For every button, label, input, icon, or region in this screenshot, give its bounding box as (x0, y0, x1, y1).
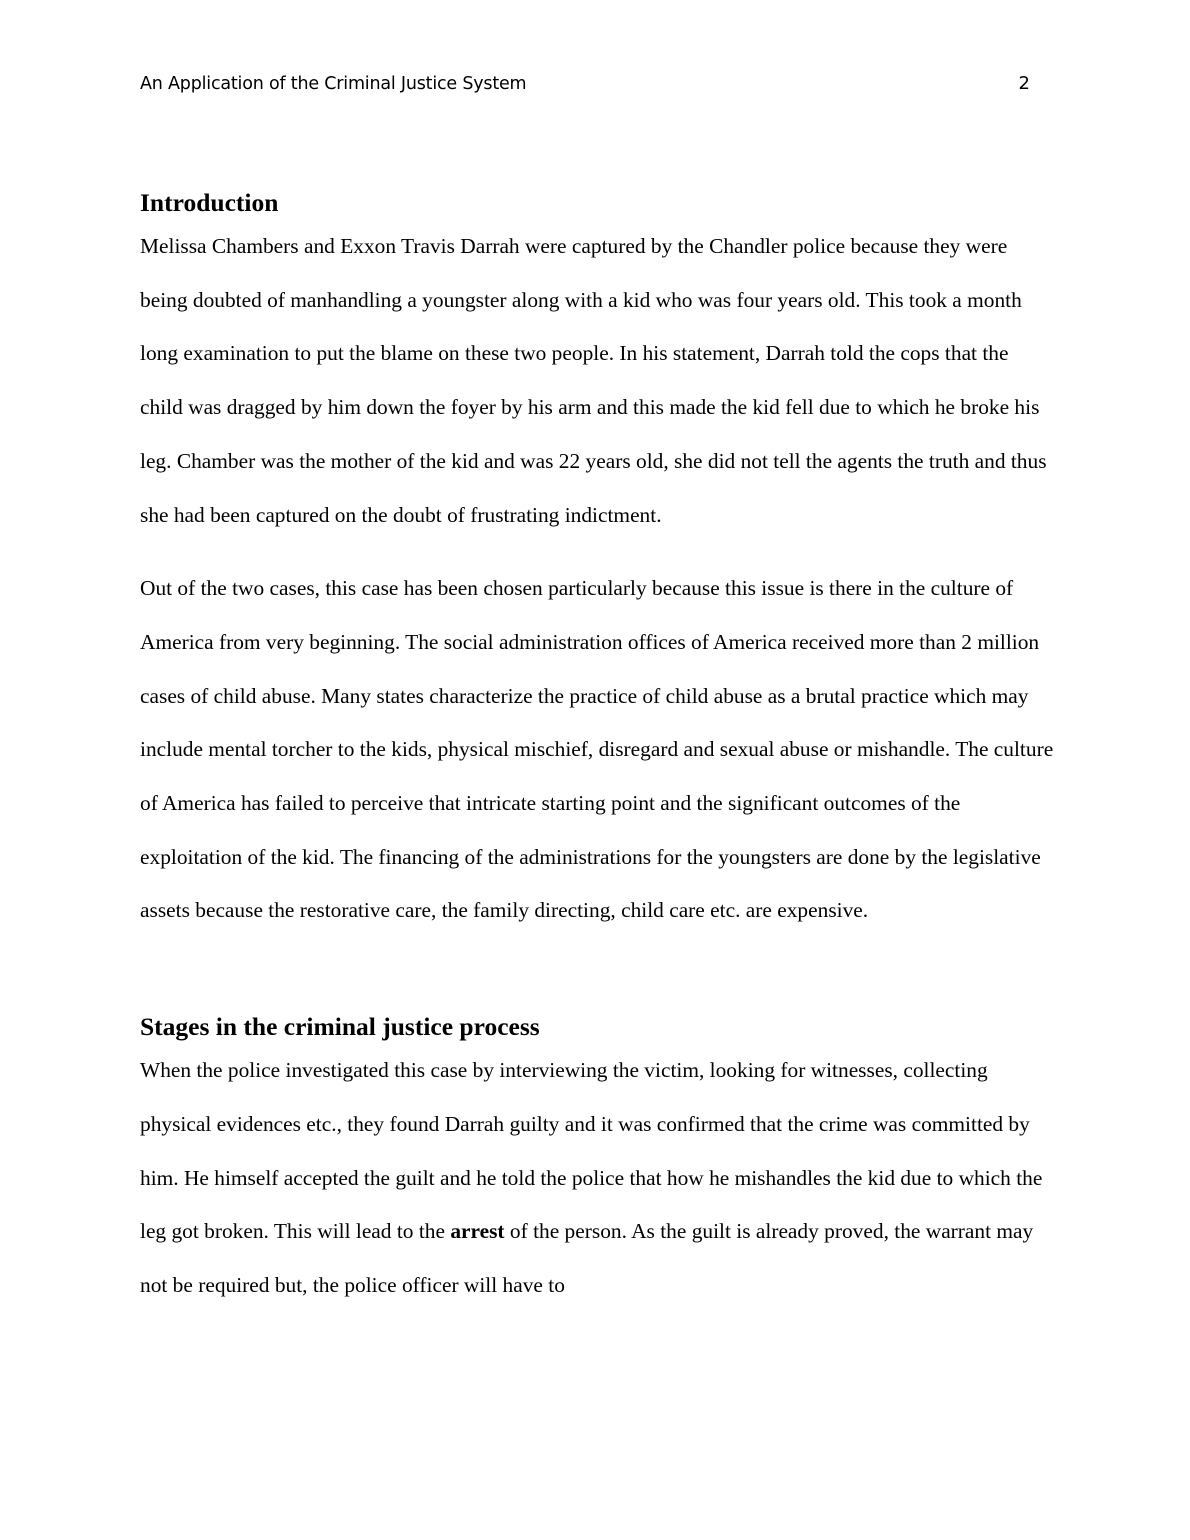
running-header (140, 71, 1030, 97)
introduction-paragraph-1: Melissa Chambers and Exxon Travis Darrah were captured by the Chandler police because they were being doubted of manhandling a youngster along with a kid who was four years old. This took a month long examination to put the blame on these two people. In his statement, Darrah told the cops that the child was dragged by him down the foyer by his arm and this made the kid fell due to which he broke his leg. Chamber was the mother of the kid and was 22 years old, she did not tell the agents the truth and thus she had been captured on the doubt of frustrating indictment. (140, 234, 1047, 527)
section-heading-introduction: Introduction (140, 188, 279, 217)
stages-paragraph-1-text-before: When the police investigated this case by interviewing the victim, looking for witnesses, collecting physical evidences etc., they found Darrah guilty and it was confirmed that the crime was committed by him. He himself accepted the guilt and he told the police that how he mishandles the kid due to which the leg got broken. This will lead to the (140, 1058, 1043, 1244)
stages-paragraph-1-bold-term: arrest (450, 1219, 505, 1244)
introduction-paragraph-2: Out of the two cases, this case has been chosen particularly because this issue is there in the culture of America from very beginning. The social administration offices of America received more than 2 million cases of child abuse. Many states characterize the practice of child abuse as a brutal practice which may include mental torcher to the kids, physical mischief, disregard and sexual abuse or mishandle. The culture of America has failed to perceive that intricate starting point and the significant outcomes of the exploitation of the kid. The financing of the administrations for the youngsters are done by the legislative assets because the restorative care, the family directing, child care etc. are expensive. (140, 576, 1054, 923)
page-number: 2 (1018, 73, 1030, 94)
section-heading-stages: Stages in the criminal justice process (140, 1012, 540, 1042)
stages-paragraph-1-text-after: of the person. As the guilt is already proved, the warrant may not be required but, the police officer will have to (140, 1219, 1034, 1297)
running-header-title: An Application of the Criminal Justice System (140, 74, 527, 94)
document-body (140, 185, 1055, 1313)
stages-paragraph-1 (140, 1044, 1055, 1313)
